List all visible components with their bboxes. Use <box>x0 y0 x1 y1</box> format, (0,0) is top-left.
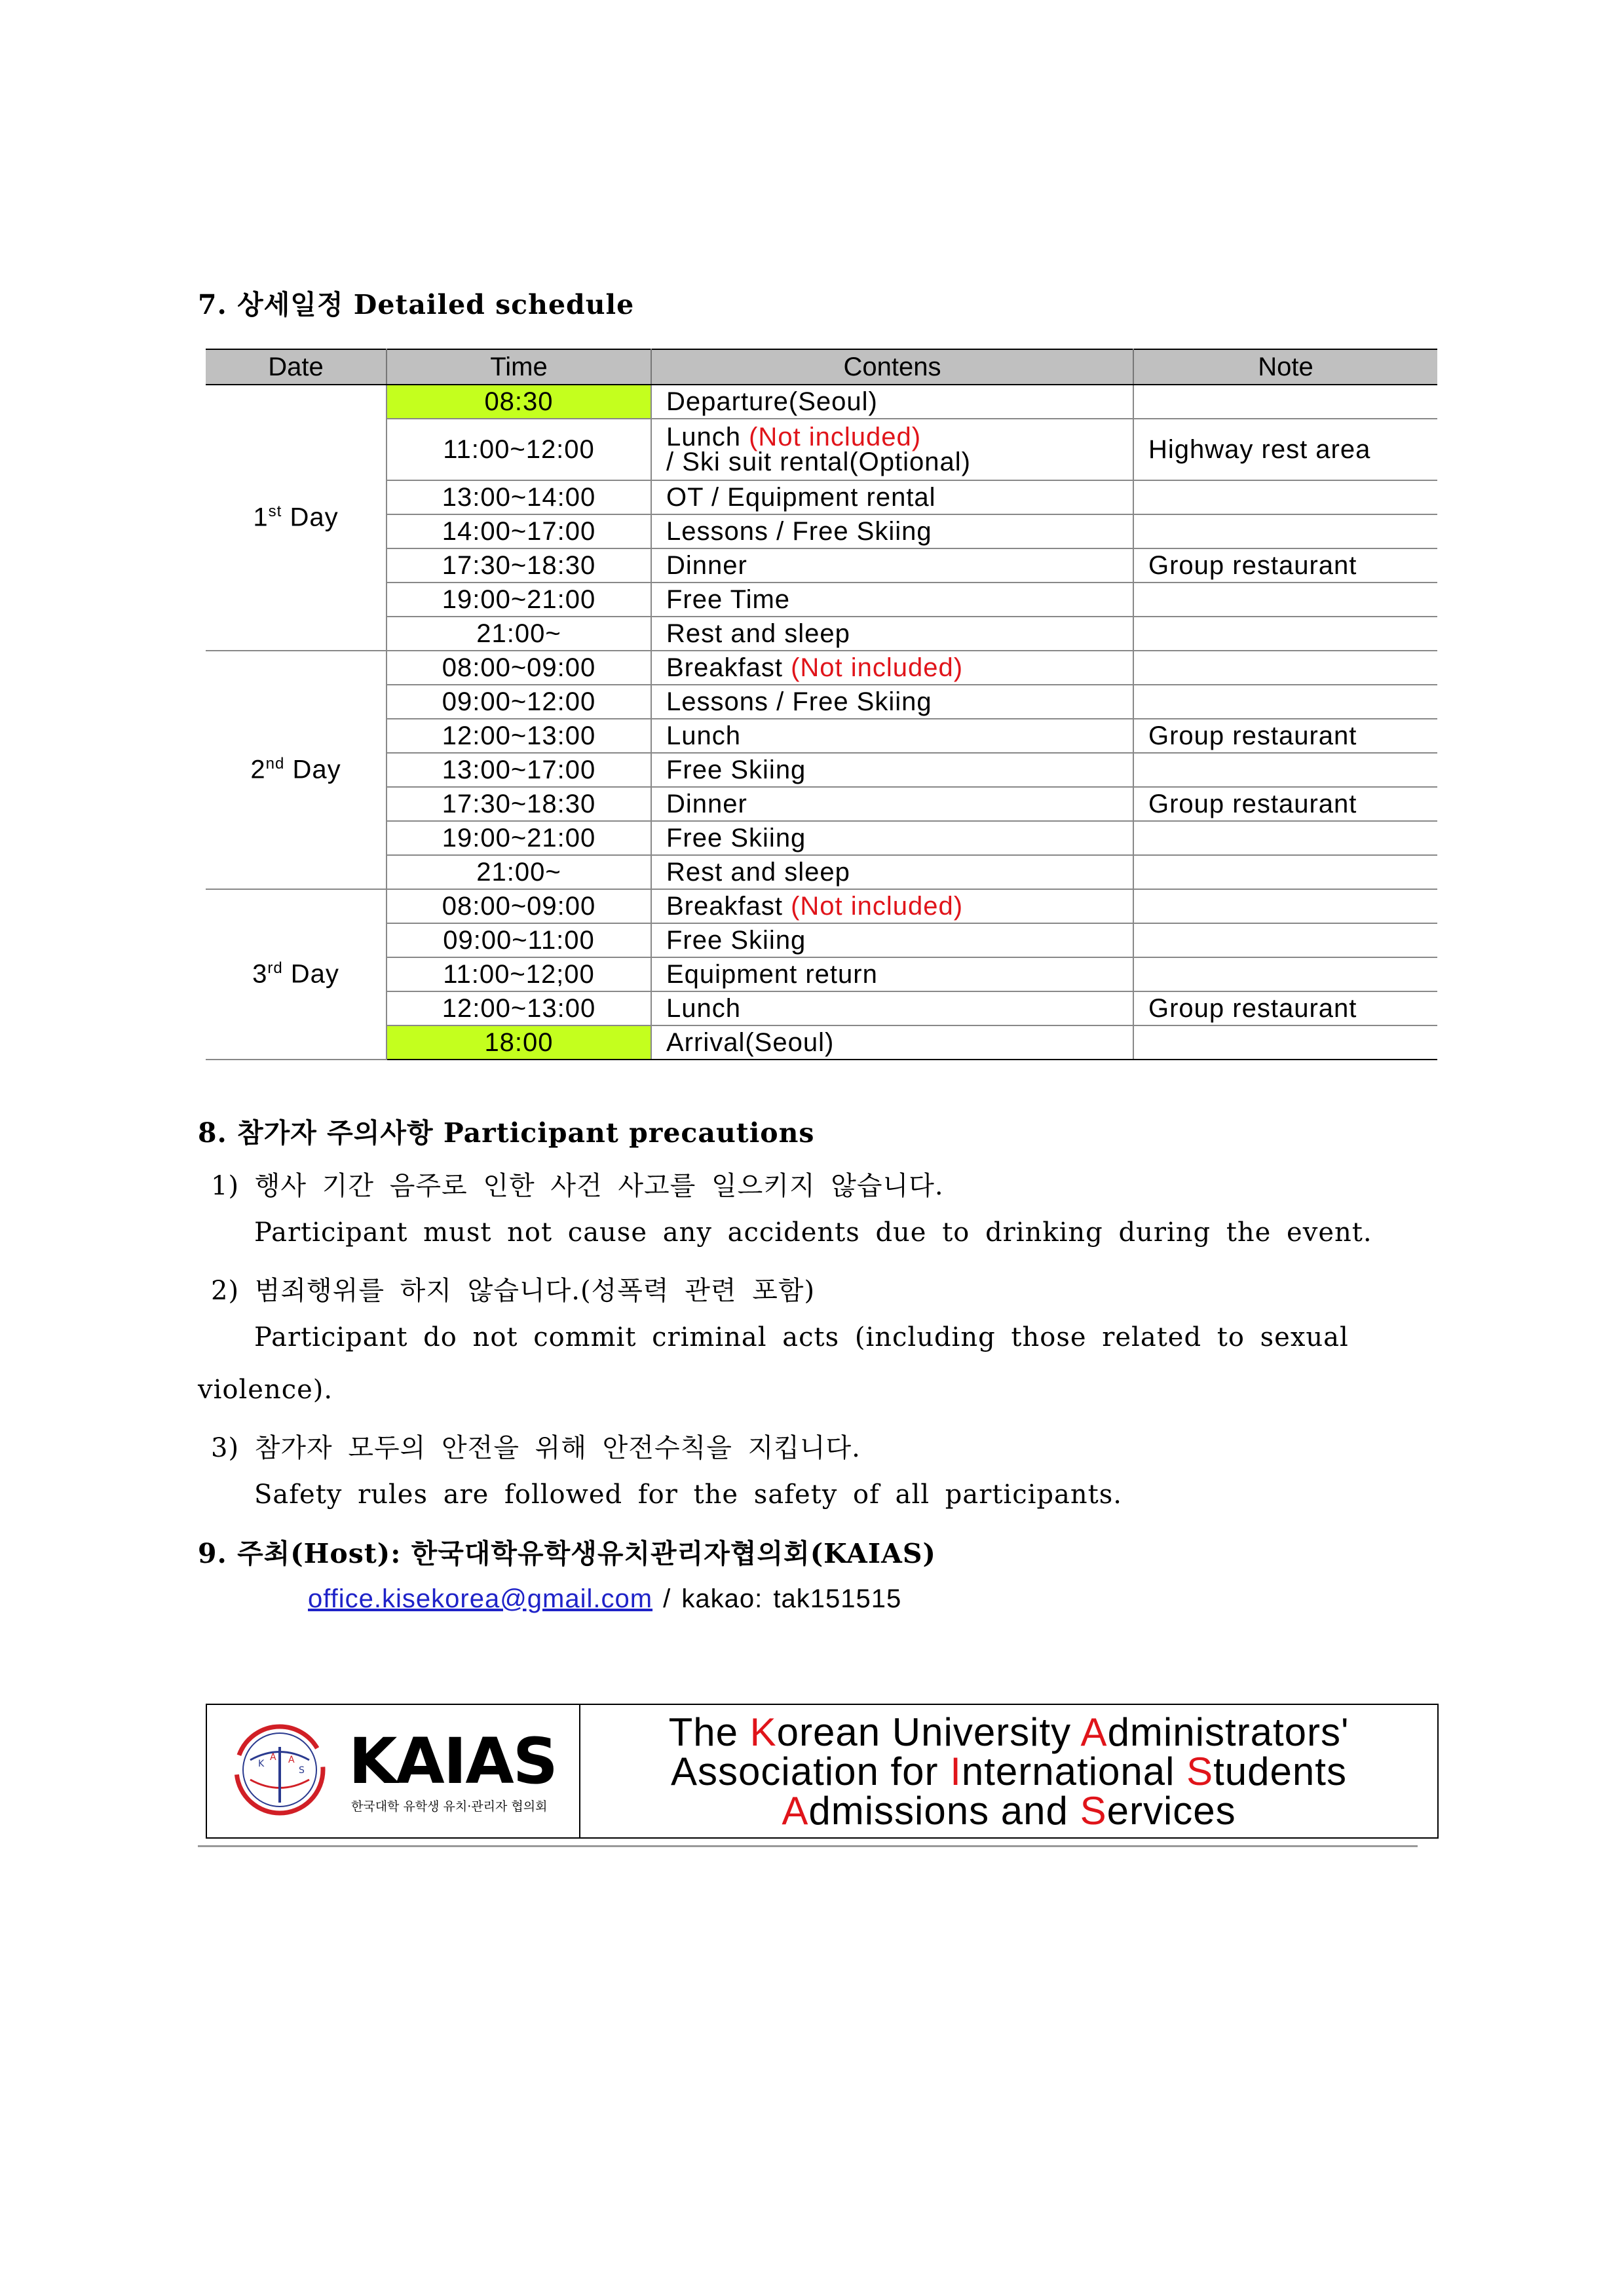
note-cell <box>1133 617 1437 651</box>
time-cell: 11:00~12:00 <box>387 419 651 480</box>
table-row <box>206 957 1437 991</box>
day-1-cell: 1st Day <box>206 385 387 651</box>
content-cell: Departure(Seoul) <box>651 385 1133 419</box>
note-cell <box>1133 385 1437 419</box>
time-cell: 19:00~21:00 <box>387 821 651 855</box>
content-cell: Lunch <box>651 991 1133 1025</box>
footer-banner <box>206 1704 1439 1839</box>
table-row <box>206 617 1437 651</box>
kaias-logo-subtitle: 한국대학 유학생 유치·관리자 협의회 <box>351 1799 548 1814</box>
content-cell: Breakfast (Not included) <box>651 889 1133 923</box>
content-cell: Lessons / Free Skiing <box>651 514 1133 548</box>
organization-name-segment: tudents <box>1213 1750 1347 1793</box>
note-cell <box>1133 1025 1437 1060</box>
note-cell <box>1133 821 1437 855</box>
table-row <box>206 821 1437 855</box>
organization-name-segment: Association for <box>671 1750 951 1793</box>
table-row <box>206 889 1437 923</box>
note-cell: Group restaurant <box>1133 719 1437 753</box>
time-cell: 12:00~13:00 <box>387 991 651 1025</box>
section-8-heading: 8. 참가자 주의사항 Participant precautions <box>198 1117 815 1149</box>
note-cell <box>1133 923 1437 957</box>
note-cell <box>1133 480 1437 514</box>
emblem-letter-a1: A <box>270 1752 276 1763</box>
table-row <box>206 385 1437 419</box>
day-2-cell: 2nd Day <box>206 651 387 889</box>
emblem-letter-k: K <box>258 1759 265 1769</box>
note-cell: Group restaurant <box>1133 548 1437 583</box>
precaution-2-korean: 2) 범죄행위를 하지 않습니다.(성폭력 관련 포함) <box>211 1276 816 1306</box>
organization-name-segment: ervices <box>1106 1789 1236 1833</box>
organization-name-segment: S <box>1080 1789 1107 1833</box>
time-cell: 08:00~09:00 <box>387 651 651 685</box>
table-row <box>206 923 1437 957</box>
header-contents: Contens <box>651 349 1133 385</box>
organization-name-segment: orean University <box>776 1710 1081 1754</box>
table-row <box>206 651 1437 685</box>
table-row <box>206 1025 1437 1060</box>
note-cell <box>1133 651 1437 685</box>
time-cell: 09:00~11:00 <box>387 923 651 957</box>
precaution-3-english: Safety rules are followed for the safety of all participants. <box>254 1480 1122 1510</box>
organization-name-segment: nternational <box>961 1750 1187 1793</box>
content-cell: Lunch (Not included) / Ski suit rental(Optional) <box>651 419 1133 480</box>
organization-name-segment: dmissions and <box>808 1789 1080 1833</box>
content-cell: Free Skiing <box>651 923 1133 957</box>
content-cell: Dinner <box>651 787 1133 821</box>
day-3-cell: 3rd Day <box>206 889 387 1060</box>
content-cell: Free Skiing <box>651 753 1133 787</box>
contact-separator: / <box>652 1584 682 1613</box>
note-cell: Highway rest area <box>1133 419 1437 480</box>
content-cell: Lessons / Free Skiing <box>651 685 1133 719</box>
time-cell: 13:00~14:00 <box>387 480 651 514</box>
note-cell <box>1133 514 1437 548</box>
section-9-heading: 9. 주최(Host): 한국대학유학생유치관리자협의회(KAIAS) <box>198 1538 936 1569</box>
content-cell: Rest and sleep <box>651 617 1133 651</box>
precaution-2-english-line2: violence). <box>198 1375 333 1405</box>
time-cell: 08:00~09:00 <box>387 889 651 923</box>
table-row <box>206 480 1437 514</box>
time-cell: 18:00 <box>387 1025 651 1060</box>
emblem-letter-a2: A <box>288 1755 295 1765</box>
time-cell: 17:30~18:30 <box>387 548 651 583</box>
time-cell: 12:00~13:00 <box>387 719 651 753</box>
time-cell: 21:00~ <box>387 855 651 889</box>
precaution-1-english: Participant must not cause any accidents due to drinking during the event. <box>254 1217 1372 1248</box>
kaias-logo-wordmark: KAIAS <box>349 1725 557 1798</box>
organization-name-segment: K <box>749 1710 777 1754</box>
table-header-row <box>206 349 1437 385</box>
organization-name-segment: S <box>1186 1750 1214 1793</box>
table-row <box>206 787 1437 821</box>
note-cell: Group restaurant <box>1133 991 1437 1025</box>
time-cell: 11:00~12;00 <box>387 957 651 991</box>
time-cell: 08:30 <box>387 385 651 419</box>
section-7-heading: 7. 상세일정 Detailed schedule <box>198 289 635 320</box>
organization-name-segment: A <box>782 1789 809 1833</box>
table-row <box>206 719 1437 753</box>
emblem-letter-i: I <box>278 1773 281 1784</box>
header-time: Time <box>387 349 651 385</box>
note-cell <box>1133 855 1437 889</box>
header-date: Date <box>206 349 387 385</box>
time-cell: 21:00~ <box>387 617 651 651</box>
organization-name-segment: I <box>950 1750 962 1793</box>
kaias-emblem-icon <box>231 1721 329 1819</box>
organization-name-segment: The <box>668 1710 750 1754</box>
content-cell: Breakfast (Not included) <box>651 651 1133 685</box>
organization-name <box>580 1710 1437 1833</box>
note-cell <box>1133 889 1437 923</box>
precaution-2-english-line1: Participant do not commit criminal acts (including those related to sexual <box>254 1322 1349 1352</box>
table-row <box>206 753 1437 787</box>
content-cell: Rest and sleep <box>651 855 1133 889</box>
time-cell: 13:00~17:00 <box>387 753 651 787</box>
organization-name-segment: A <box>1080 1710 1108 1754</box>
content-cell: Lunch <box>651 719 1133 753</box>
table-row <box>206 991 1437 1025</box>
content-cell: OT / Equipment rental <box>651 480 1133 514</box>
content-cell: Arrival(Seoul) <box>651 1025 1133 1060</box>
content-cell: Dinner <box>651 548 1133 583</box>
schedule-table <box>206 349 1437 1060</box>
note-cell <box>1133 583 1437 617</box>
precaution-1-korean: 1) 행사 기간 음주로 인한 사건 사고를 일으키지 않습니다. <box>211 1171 944 1201</box>
content-cell: Free Skiing <box>651 821 1133 855</box>
time-cell: 17:30~18:30 <box>387 787 651 821</box>
kakao-id: kakao: tak151515 <box>681 1584 902 1613</box>
time-cell: 14:00~17:00 <box>387 514 651 548</box>
table-row <box>206 514 1437 548</box>
table-row <box>206 419 1437 480</box>
time-cell: 19:00~21:00 <box>387 583 651 617</box>
time-cell: 09:00~12:00 <box>387 685 651 719</box>
organization-name-line-2 <box>580 1752 1437 1791</box>
organization-name-line-1 <box>580 1710 1437 1754</box>
table-row <box>206 685 1437 719</box>
content-cell: Equipment return <box>651 957 1133 991</box>
note-cell <box>1133 753 1437 787</box>
precaution-3-korean: 3) 참가자 모두의 안전을 위해 안전수칙을 지킵니다. <box>211 1433 861 1463</box>
header-note: Note <box>1133 349 1437 385</box>
organization-name-segment: dministrators' <box>1107 1710 1350 1754</box>
note-cell: Group restaurant <box>1133 787 1437 821</box>
table-row <box>206 583 1437 617</box>
table-row <box>206 855 1437 889</box>
email-link[interactable]: office.kisekorea@gmail.com <box>308 1584 653 1613</box>
emblem-letter-s: S <box>299 1765 305 1776</box>
contact-line <box>308 1584 901 1614</box>
organization-name-line-3 <box>580 1791 1437 1831</box>
footer-rule <box>198 1845 1418 1847</box>
table-row <box>206 548 1437 583</box>
note-cell <box>1133 685 1437 719</box>
note-cell <box>1133 957 1437 991</box>
content-cell: Free Time <box>651 583 1133 617</box>
